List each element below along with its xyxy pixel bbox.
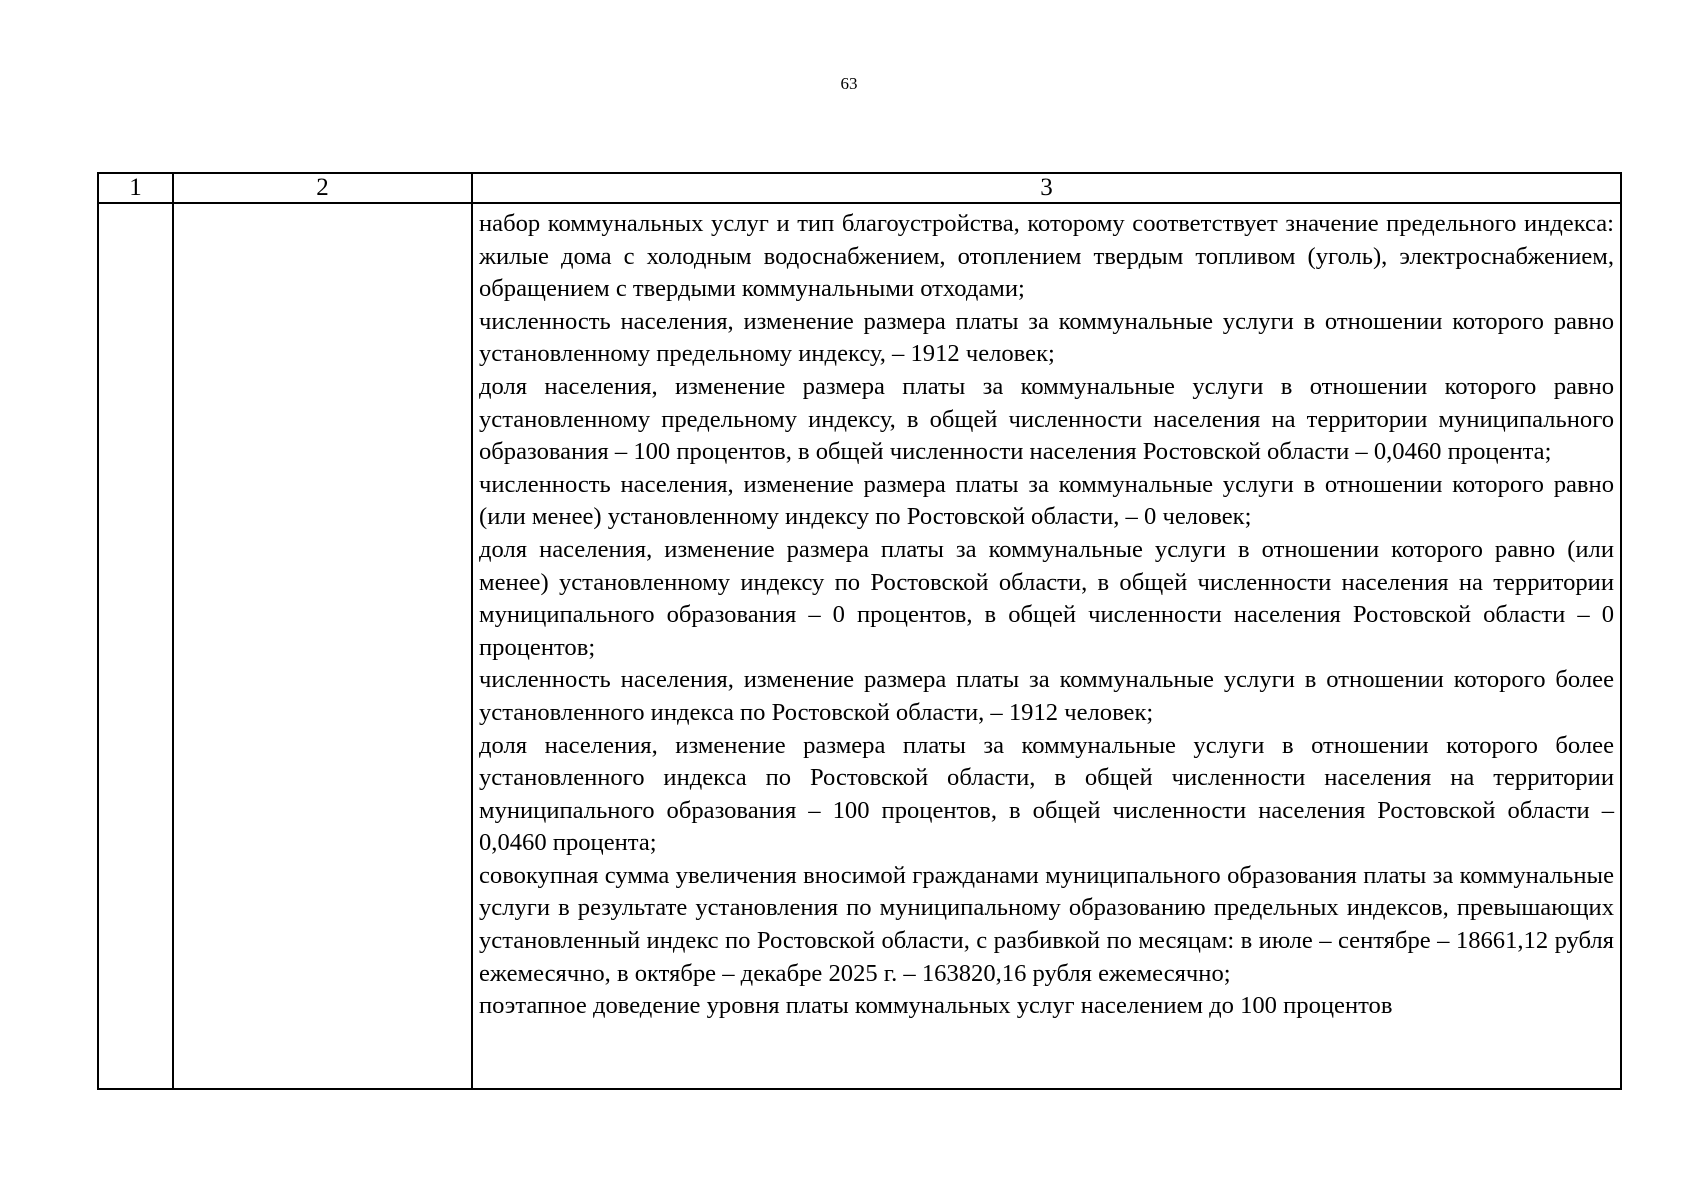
cell-col-1 (98, 203, 173, 1089)
page-number: 63 (840, 74, 858, 93)
paragraph: доля населения, изменение размера платы за коммунальные услуги в отношении которого равно установленному предельному индексу, в общей численности населения на территории муниципального образования – 100 процентов, в общей численности населения Ростовской области – 0,0460 процента; (479, 372, 1614, 466)
paragraph: поэтапное доведение уровня платы коммунальных услуг населением до 100 процентов (479, 992, 1393, 1020)
header-col-3: 3 (472, 173, 1621, 203)
paragraph: численность населения, изменение размера платы за коммунальные услуги в отношении которого равно (или менее) установленному индексу по Ростовской области, – 0 человек; (479, 470, 1614, 531)
header-col-2: 2 (173, 173, 472, 203)
paragraph: доля населения, изменение размера платы за коммунальные услуги в отношении которого более установленного индекса по Ростовской области, в общей численности населения на территории муниципального образования – 100 процентов, в общей численности населения Ростовской области – 0,0460 процента; (479, 731, 1614, 857)
header-col-1: 1 (98, 173, 173, 203)
paragraph: совокупная сумма увеличения вносимой гражданами муниципального образования платы за коммунальные услуги в результате установления по муниципальному образованию предельных индексов, превышающих установленный индекс по Ростовской области, с разбивкой по месяцам: в июле – сентябре – 18661,12 рубля ежемесячно, в октябре – декабре 2025 г. – 163820,16 рубля ежемесячно; (479, 861, 1614, 987)
paragraph: доля населения, изменение размера платы за коммунальные услуги в отношении которого равно (или менее) установленному индексу по Ростовской области, в общей численности населения на территории муниципального образования – 0 процентов, в общей численности населения Ростовской области – 0 процентов; (479, 535, 1614, 661)
table-row (98, 203, 1621, 1089)
paragraph: набор коммунальных услуг и тип благоустройства, которому соответствует значение предельного индекса: жилые дома с холодным водоснабжением, отоплением твердым топливом (уголь), электроснабжением, обращением с твердыми коммунальными отходами; (479, 210, 1614, 303)
paragraph: численность населения, изменение размера платы за коммунальные услуги в отношении которого равно установленному предельному индексу, – 1912 человек; (479, 307, 1614, 368)
table-header-row (98, 173, 1621, 203)
paragraph: численность населения, изменение размера платы за коммунальные услуги в отношении которого более установленного индекса по Ростовской области, – 1912 человек; (479, 666, 1614, 726)
cell-col-3 (472, 203, 1621, 1089)
document-table (97, 172, 1622, 1090)
cell-col-2 (173, 203, 472, 1089)
